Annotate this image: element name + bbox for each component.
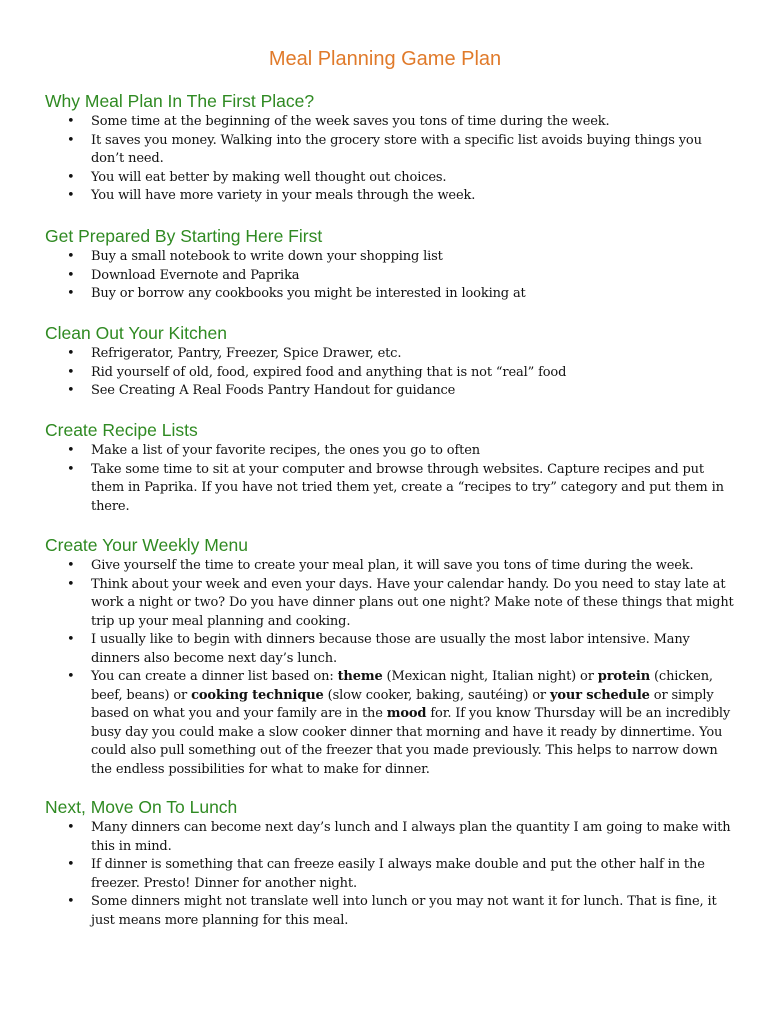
bullet-icon: • [67, 576, 75, 592]
list-item: • Give yourself the time to create your meal plan, it will save you tons of time during the week. [45, 557, 735, 576]
bullet-list [45, 113, 735, 206]
list-item: • You will eat better by making well thought out choices. [45, 169, 735, 188]
bullet-list [45, 557, 735, 779]
section-why-meal-plan [45, 90, 735, 206]
section-heading: Create Recipe Lists [45, 420, 198, 440]
bullet-icon: • [67, 443, 75, 458]
section-clean-kitchen [45, 322, 735, 401]
section-heading: Why Meal Plan In The First Place? [45, 91, 315, 111]
emphasis-your-schedule: your schedule [549, 687, 650, 703]
bullet-list [45, 345, 735, 401]
bullet-icon: • [67, 346, 75, 361]
list-item: • See Creating A Real Foods Pantry Handout for guidance [45, 382, 735, 401]
emphasis-protein: protein [597, 669, 651, 684]
list-item: • I usually like to begin with dinners because those are usually the most labor intensive. Many dinners also become next day’s lunch. [67, 632, 690, 666]
section-heading: Clean Out Your Kitchen [45, 323, 227, 343]
bullet-icon: • [67, 267, 75, 283]
list-item: • Download Evernote and Paprika [45, 267, 735, 286]
bullet-icon: • [67, 820, 75, 835]
list-item: • If dinner is something that can freeze easily I always make double and put the other half in the freezer. Presto! Dinner for another night. [67, 857, 705, 891]
bullet-icon: • [67, 857, 75, 872]
document-title: Meal Planning Game Plan [268, 48, 502, 70]
list-item: • Refrigerator, Pantry, Freezer, Spice Drawer, etc. [45, 345, 735, 364]
list-item: • Make a list of your favorite recipes, the ones you go to often [45, 442, 735, 461]
bullet-icon: • [67, 894, 75, 909]
section-heading: Next, Move On To Lunch [45, 797, 238, 817]
list-item: • Think about your week and even your days. Have your calendar handy. Do you need to stay late at work a night or two? Do you have dinner plans out one night? Make note of these things that might trip up your meal planning and cooking. [67, 576, 734, 629]
bullet-list [45, 819, 735, 930]
section-recipe-lists [45, 419, 735, 516]
bullet-icon: • [67, 169, 75, 185]
emphasis-theme: theme [337, 669, 383, 684]
bullet-icon: • [67, 461, 75, 477]
list-item: • Some dinners might not translate well into lunch or you may not want it for lunch. That is fine, it just means more planning for this meal. [67, 894, 717, 928]
section-lunch [45, 796, 735, 930]
list-item: • You can create a dinner list based on: theme (Mexican night, Italian night) or protein (chicken, beef, beans) or cooking technique (slow cooker, baking, sautéing) or your schedule or simply based on what you and your family are in the mood for. If you know Thursday will be an incredibly busy day you could make a slow cooker dinner that morning and have it ready by dinnertime. You could also pull something out of the freezer that you made previously. This helps to narrow down the endless possibilities for what to make for dinner. [67, 669, 731, 777]
list-item: • You will have more variety in your meals through the week. [45, 187, 735, 206]
emphasis-mood: mood [386, 706, 427, 721]
bullet-list [45, 442, 735, 516]
emphasis-cooking-technique: cooking technique [191, 687, 324, 703]
list-item: • It saves you money. Walking into the grocery store with a specific list avoids buying things you don’t need. [67, 132, 702, 166]
section-heading: Create Your Weekly Menu [45, 535, 248, 555]
bullet-icon: • [67, 249, 75, 264]
bullet-icon: • [67, 669, 75, 684]
list-item: • Many dinners can become next day’s lunch and I always plan the quantity I am going to make with this in mind. [67, 820, 731, 854]
section-heading: Get Prepared By Starting Here First [45, 226, 323, 246]
bullet-icon: • [67, 558, 75, 573]
bullet-icon: • [67, 132, 75, 148]
bullet-list [45, 248, 735, 304]
list-item: • Some time at the beginning of the week saves you tons of time during the week. [45, 113, 735, 132]
list-item: • Buy or borrow any cookbooks you might be interested in looking at [45, 285, 735, 304]
list-item: • Take some time to sit at your computer and browse through websites. Capture recipes and put them in Paprika. If you have not tried them yet, create a “recipes to try” category and put them in there. [67, 461, 724, 514]
bullet-icon: • [67, 286, 75, 301]
section-get-prepared [45, 225, 735, 304]
section-weekly-menu [45, 534, 735, 779]
bullet-icon: • [67, 114, 75, 129]
bullet-icon: • [67, 383, 75, 398]
bullet-icon: • [67, 188, 75, 203]
bullet-icon: • [67, 632, 75, 647]
list-item: • Buy a small notebook to write down your shopping list [45, 248, 735, 267]
list-item: • Rid yourself of old, food, expired food and anything that is not “real” food [45, 364, 735, 383]
bullet-icon: • [67, 364, 75, 380]
